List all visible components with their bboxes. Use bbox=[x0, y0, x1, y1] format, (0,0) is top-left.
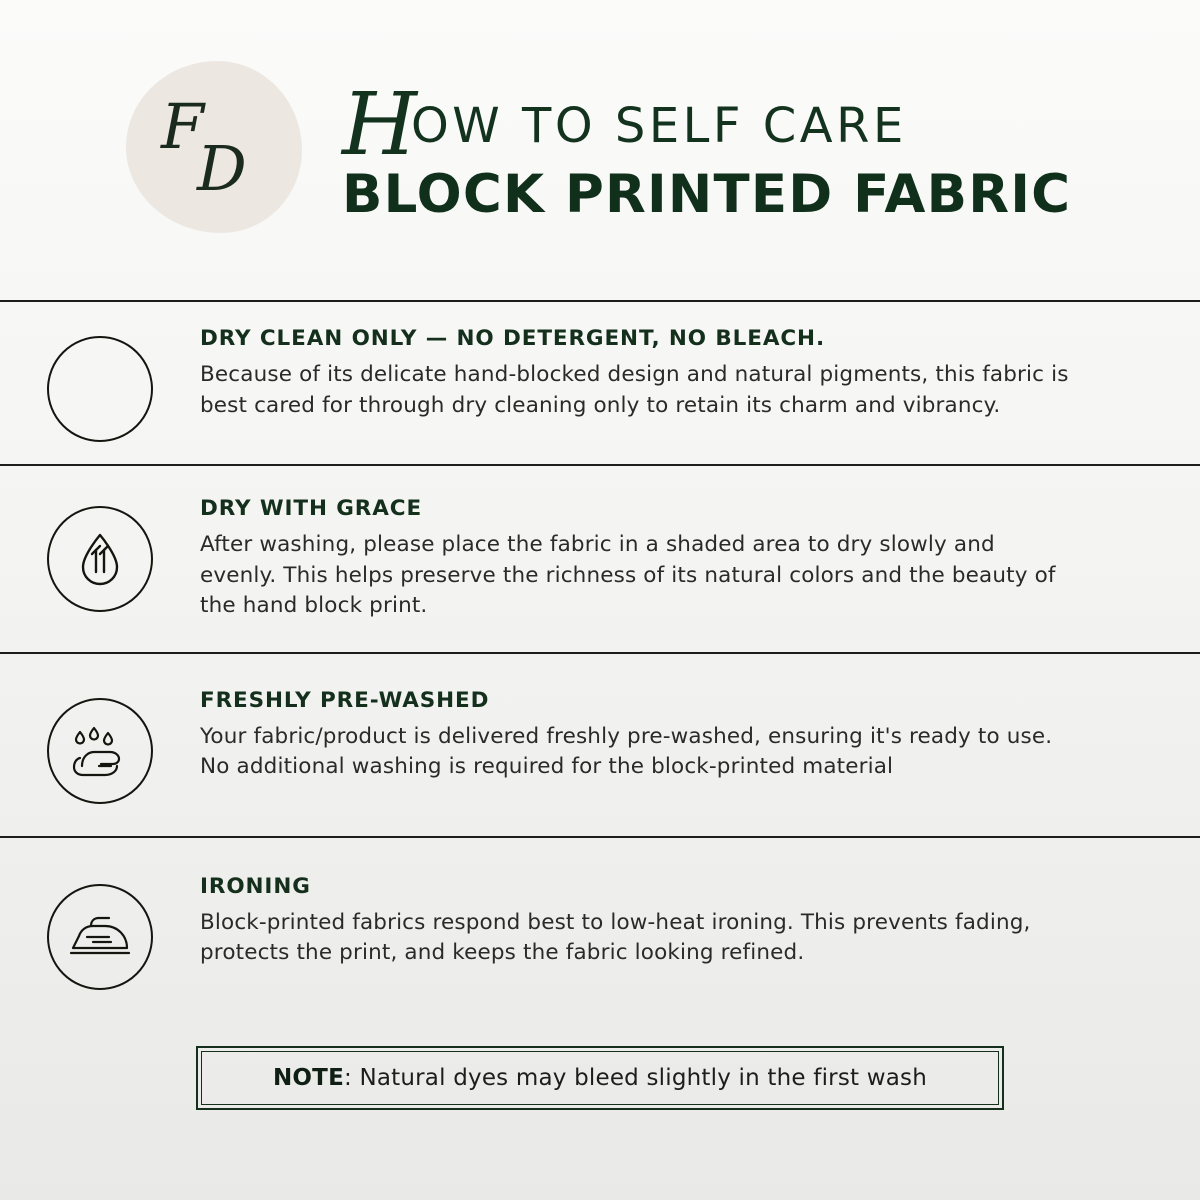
care-item-body: Because of its delicate hand-blocked design and natural pigments, this fabric is best cared for through dry cleaning only to retain its charm and vibrancy. bbox=[200, 362, 1069, 418]
page-title bbox=[342, 75, 1071, 175]
care-item bbox=[0, 654, 1200, 836]
water-drop-icon bbox=[47, 506, 153, 612]
care-item-body: Your fabric/product is delivered freshly pre-washed, ensuring it's ready to use. No additional washing is required for the block-printed material bbox=[200, 723, 1053, 780]
care-item bbox=[0, 838, 1200, 1020]
care-item-title: FRESHLY PRE-WASHED bbox=[200, 687, 490, 713]
brand-logo bbox=[118, 55, 308, 245]
title-block bbox=[342, 75, 1072, 225]
care-item-text bbox=[200, 326, 1200, 421]
care-item-body: After washing, please place the fabric in a shaded area to dry slowly and evenly. This helps preserve the richness of its natural colors and the beauty of the hand block print. bbox=[200, 532, 1056, 619]
care-item bbox=[0, 466, 1200, 652]
care-item-title: DRY WITH GRACE bbox=[200, 496, 423, 521]
page-title-script-initial: H bbox=[342, 75, 417, 175]
logo-monogram bbox=[153, 90, 273, 210]
care-item-text bbox=[200, 874, 1200, 969]
note-inner-frame bbox=[201, 1051, 999, 1105]
note-section bbox=[0, 1046, 1200, 1110]
hand-wash-icon bbox=[47, 698, 153, 804]
care-item-icon-wrap bbox=[0, 496, 200, 612]
note-text: : Natural dyes may bleed slightly in the first wash bbox=[344, 1064, 928, 1091]
note-outer-frame bbox=[196, 1046, 1004, 1110]
care-rows bbox=[0, 300, 1200, 1020]
care-item-title: DRY CLEAN ONLY — NO DETERGENT, NO BLEACH. bbox=[200, 326, 826, 351]
care-item-text bbox=[200, 496, 1200, 622]
logo-letter-f: F bbox=[161, 90, 205, 163]
care-item-icon-wrap bbox=[0, 688, 200, 804]
care-item bbox=[0, 302, 1200, 464]
logo-letter-d: D bbox=[197, 132, 247, 205]
page-title-rest: OW TO SELF CARE bbox=[411, 98, 907, 154]
page-subtitle: BLOCK PRINTED FABRIC bbox=[342, 164, 1072, 225]
care-item-text bbox=[200, 688, 1200, 783]
iron-icon bbox=[47, 884, 153, 990]
plain-circle-icon bbox=[47, 336, 153, 442]
poster-header bbox=[0, 0, 1200, 300]
care-item-body: Block-printed fabrics respond best to low-heat ironing. This prevents fading, protects the print, and keeps the fabric looking refined. bbox=[200, 909, 1031, 966]
care-item-title: IRONING bbox=[200, 873, 311, 899]
care-item-icon-wrap bbox=[0, 326, 200, 442]
care-item-icon-wrap bbox=[0, 874, 200, 990]
note-label: NOTE bbox=[272, 1064, 344, 1091]
